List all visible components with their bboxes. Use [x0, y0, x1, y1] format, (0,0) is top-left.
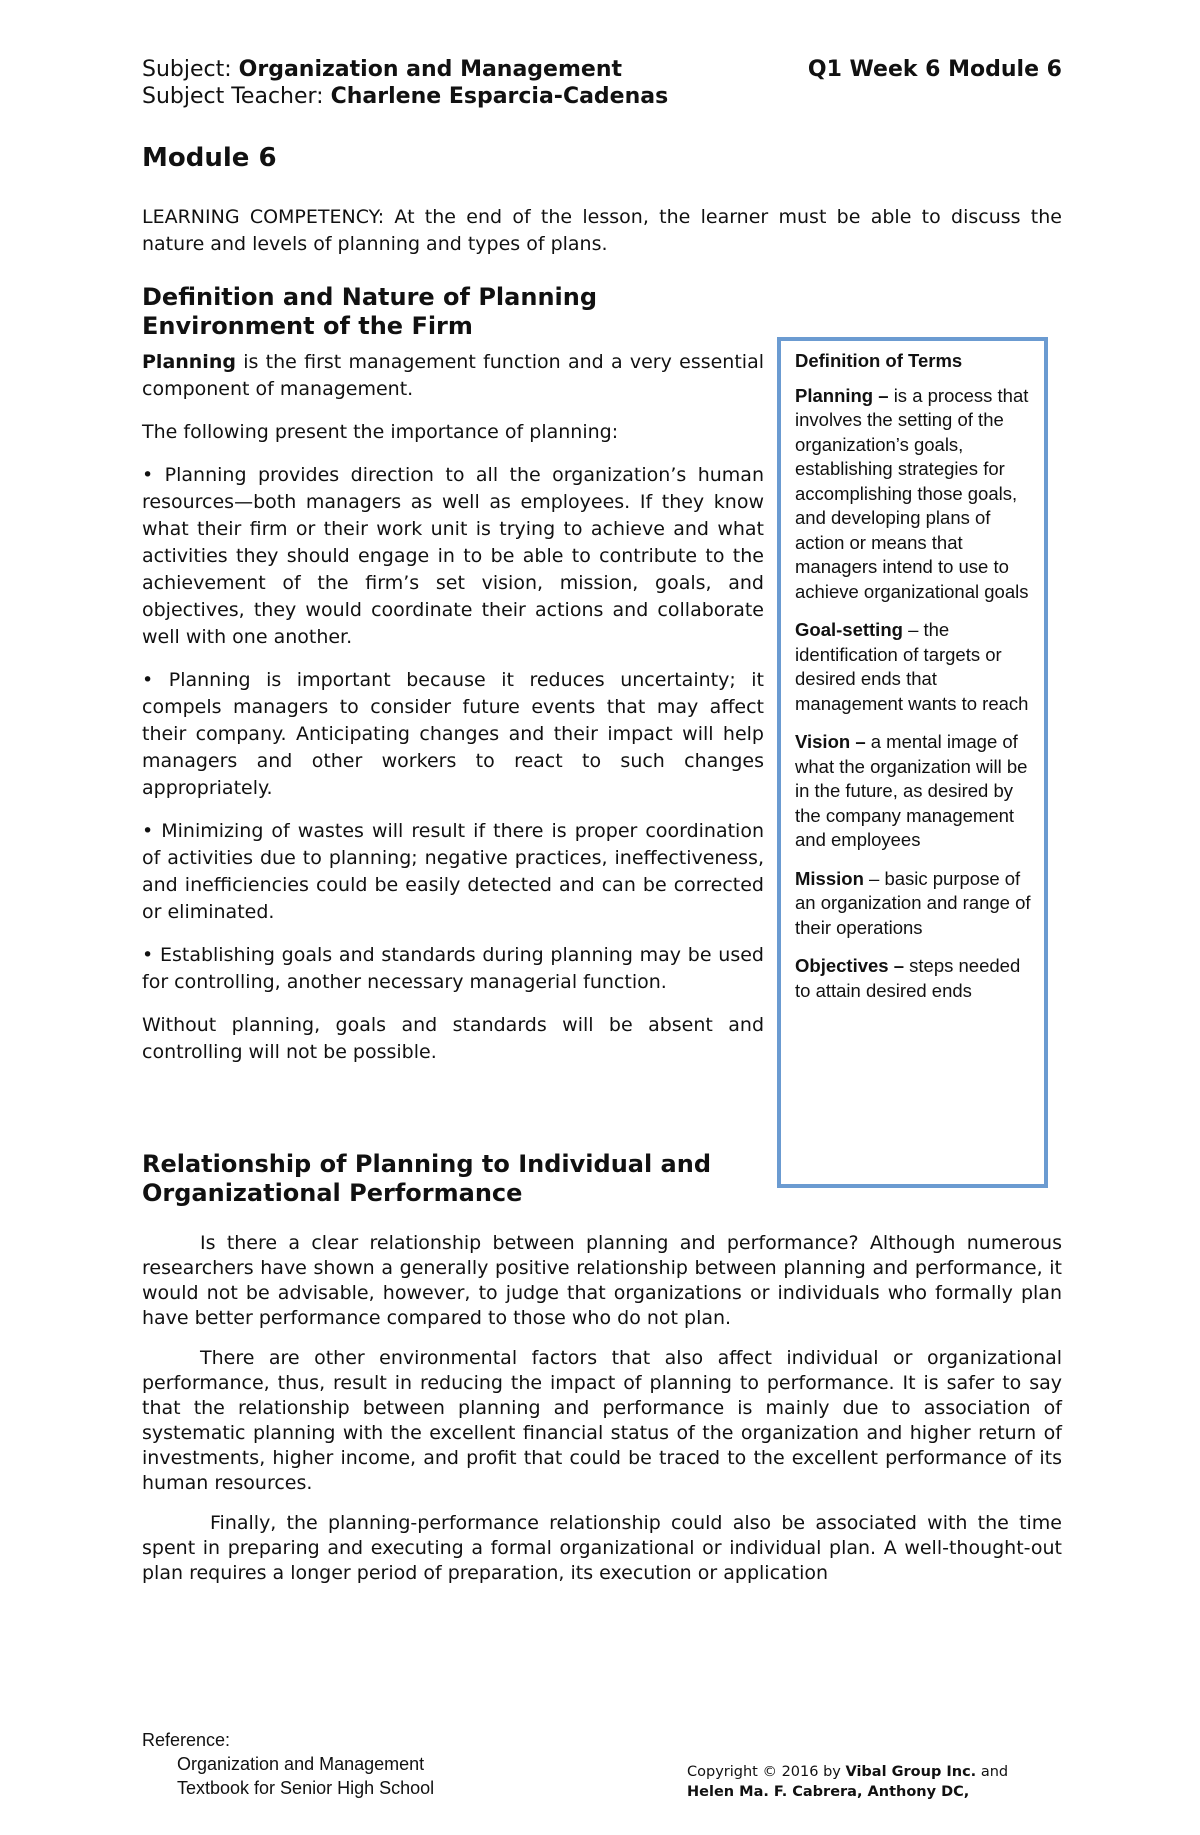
reference-line: Organization and Management	[177, 1754, 425, 1774]
bullet-paragraph: • Planning provides direction to all the organization’s human resources—both managers as well as employees. If they know what their firm or their work unit is trying to achieve and what activities they should engage in to be able to contribute to the achievement of the firm’s set vision, mission, goals, and objectives, they would coordinate their actions and collaborate well with one another.	[142, 464, 764, 648]
copyright-publisher: Vibal Group Inc.	[845, 1764, 977, 1780]
section-heading-line1: Definition and Nature of Planning	[142, 283, 598, 311]
term-name: Vision –	[795, 731, 866, 752]
closing-paragraph: Without planning, goals and standards will be absent and controlling will not be possible.	[142, 1014, 764, 1063]
copyright-prefix: Copyright © 2016 by	[687, 1764, 841, 1780]
body-paragraph: Is there a clear relationship between planning and performance? Although numerous researchers have shown a generally positive relationship between planning and performance, it would not be advisable, however, to judge that organizations or individuals who formally plan have better performance compared to those who do not plan.	[142, 1232, 1062, 1329]
reference-block	[142, 1728, 434, 1800]
subject-label: Subject:	[142, 57, 232, 82]
term-definition: a mental image of what the organization will be in the future, as desired by the company management and employees	[795, 731, 1028, 850]
term-entry	[795, 730, 1034, 853]
term-definition: – basic purpose of an organization and range of their operations	[795, 867, 1031, 938]
teacher-label: Subject Teacher:	[142, 84, 324, 109]
intro-text: is the first management function and a very essential component of management.	[142, 351, 764, 400]
definition-of-terms-box	[777, 337, 1048, 1188]
importance-lead: The following present the importance of planning:	[142, 421, 619, 443]
term-name: Goal-setting	[795, 619, 903, 640]
copyright-notice	[687, 1762, 1008, 1802]
learning-competency	[142, 204, 1062, 258]
reference-label: Reference:	[142, 1730, 231, 1750]
copyright-line	[687, 1762, 1008, 1782]
subject-name: Organization and Management	[238, 57, 623, 82]
term-name: Mission	[795, 867, 864, 889]
bullet-paragraph: • Establishing goals and standards during planning may be used for controlling, another necessary managerial function.	[142, 944, 764, 993]
section-heading-definition	[142, 283, 597, 341]
term-entry	[795, 867, 1034, 941]
section-heading-line2: Environment of the Firm	[142, 312, 473, 340]
term-entry	[795, 954, 1034, 1003]
section-heading-line1: Relationship of Planning to Individual and	[142, 1150, 712, 1178]
week-label: Q1 Week 6 Module 6	[807, 57, 1062, 82]
module-title: Module 6	[142, 143, 277, 173]
term-entry	[795, 618, 1034, 716]
section-heading-line2: Organizational Performance	[142, 1179, 523, 1207]
term-definition: – the identification of targets or desired ends that management wants to reach	[795, 619, 1029, 714]
page-header	[142, 56, 1062, 110]
term-entry	[795, 384, 1034, 605]
copyright-authors: Helen Ma. F. Cabrera, Anthony DC,	[687, 1784, 970, 1800]
section-heading-relationship	[142, 1150, 711, 1208]
body-paragraph: There are other environmental factors that also affect individual or organizational performance, thus, result in reducing the impact of planning to performance. It is safer to say that the relationship between planning and performance is mainly due to association of systematic planning with the excellent financial status of the organization and higher return of investments, higher income, and profit that could be traced to the excellent performance of its human resources.	[142, 1347, 1062, 1494]
main-column	[142, 349, 764, 1082]
term-definition: is a process that involves the setting of the organization’s goals, establishing strategies for accomplishing those goals, and developing plans of action or means that managers intend to use to achieve organizational goals	[795, 384, 1029, 602]
body-paragraph: Finally, the planning-performance relationship could also be associated with the time spent in preparing and executing a formal organizational or individual plan. A well-thought-out plan requires a longer period of preparation, its execution or application	[142, 1512, 1062, 1584]
bullet-paragraph: • Planning is important because it reduces uncertainty; it compels managers to consider future events that may affect their company. Anticipating changes and their impact will help managers and other workers to react to such changes appropriately.	[142, 669, 764, 799]
competency-text: At the end of the lesson, the learner must be able to discuss the nature and levels of planning and types of plans.	[142, 206, 1062, 255]
term-definition: steps needed to attain desired ends	[795, 955, 1021, 1001]
intro-bold-term: Planning	[142, 351, 236, 373]
teacher-line	[142, 83, 1062, 110]
teacher-name: Charlene Esparcia-Cadenas	[330, 84, 669, 109]
term-name: Objectives –	[795, 955, 905, 976]
intro-paragraph	[142, 349, 764, 403]
reference-line: Textbook for Senior High School	[177, 1778, 435, 1798]
term-name: Planning –	[795, 384, 889, 406]
competency-label: LEARNING COMPETENCY:	[142, 206, 385, 228]
relationship-body	[142, 1231, 1062, 1601]
bullet-paragraph: • Minimizing of wastes will result if there is proper coordination of activities due to planning; negative practices, ineffectiveness, and inefficiencies could be easily detected and can be corrected or eliminated.	[142, 820, 764, 923]
terms-title: Definition of Terms	[795, 350, 963, 371]
copyright-and: and	[980, 1764, 1009, 1780]
